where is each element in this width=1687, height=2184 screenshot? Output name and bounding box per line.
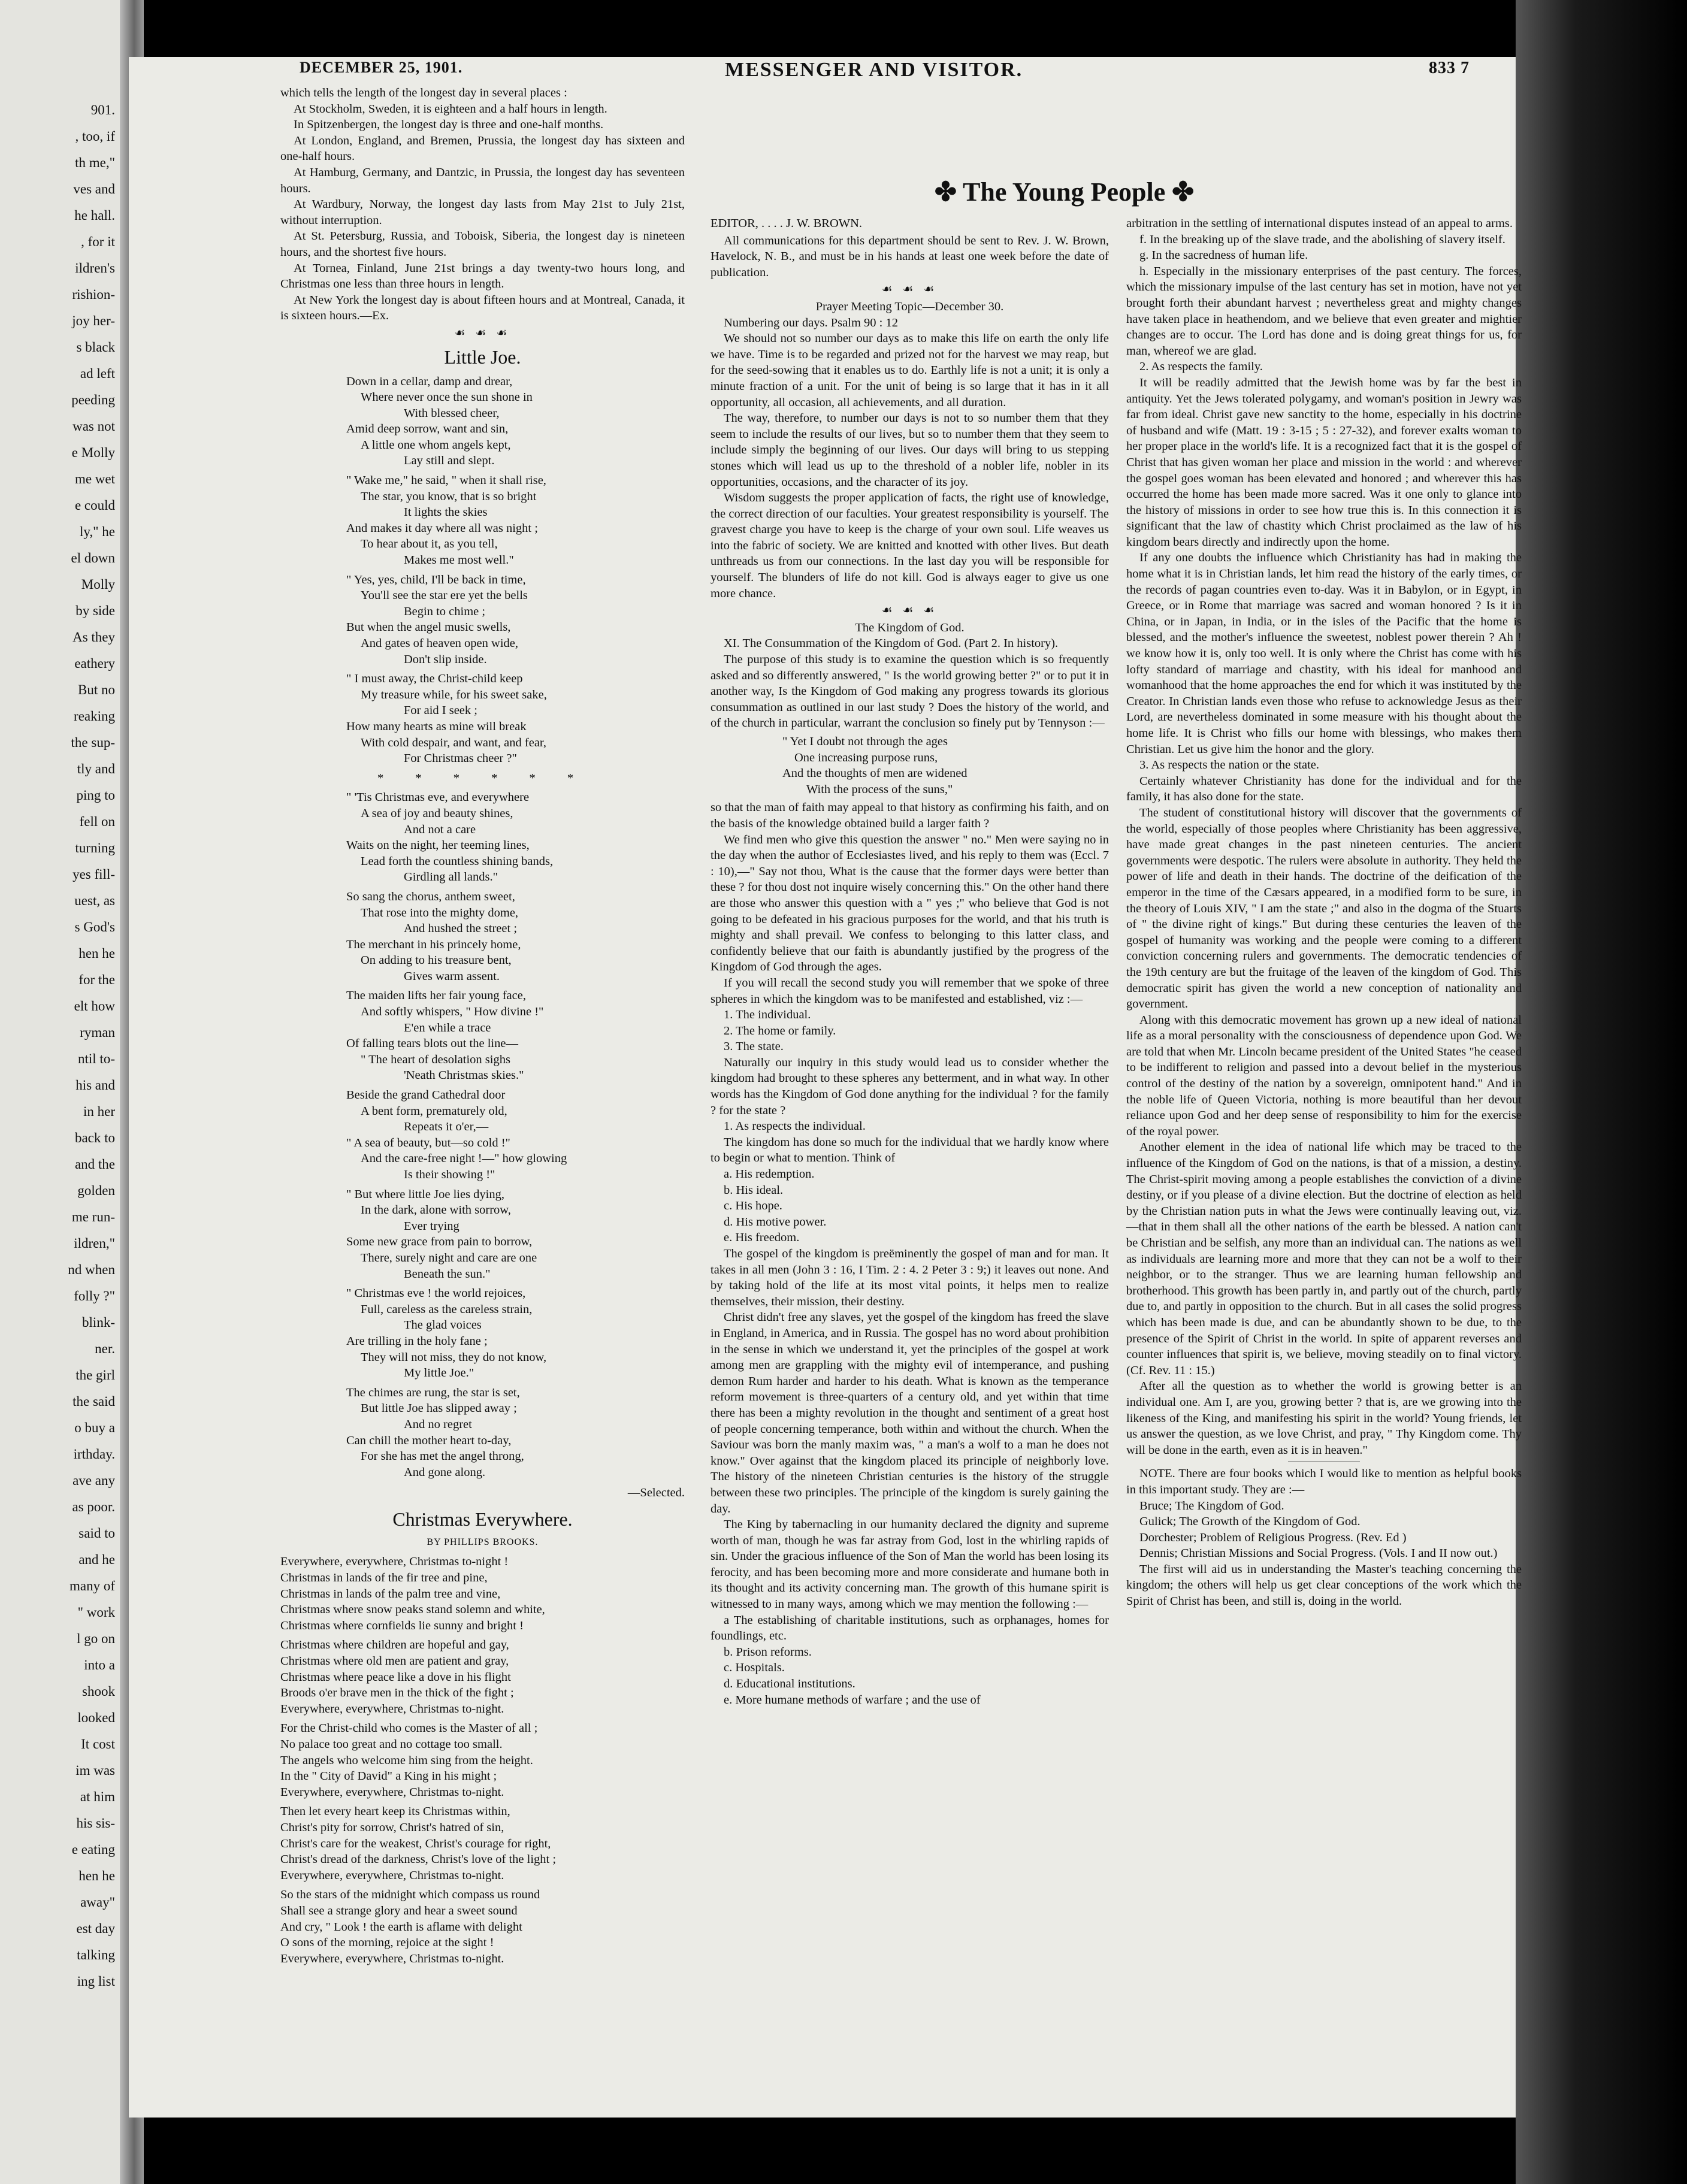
left-fragment-text: golden <box>77 1183 115 1198</box>
left-fragment-text: l go on <box>77 1631 115 1646</box>
paragraph: Wisdom suggests the proper application of facts, the right use of knowledge, the correct direction of our faculties. Your greatest responsibility is yourself. The gravest charge you have to keep is the charge of your own soul. Life weaves us into the fabric of society. We are knitted and knotted with other lives. But death unthreads us from our connections. In the last day you will be responsible for yourself. The blunders of life do not kill. God is always eager to give us one more chance. <box>711 491 1109 600</box>
verse-line: " A sea of beauty, but—so cold !" <box>346 1136 510 1150</box>
verse-line: My treasure while, for his sweet sake, <box>361 688 547 701</box>
left-fragment-text: ildren," <box>74 1236 115 1251</box>
verse-line: Christmas where old men are patient and gray, <box>280 1654 509 1668</box>
paragraph: Along with this democratic movement has grown up a new ideal of national life as a moral personality with the consciousness of dependence upon God. We are told that when Mr. Lincoln became president of the United States "he ceased to be indifferent to religion and passed into a devout belief in the mysterious control of the destiny of the nation by a sovereign, omnipotent hand." And in the noble life of Queen Victoria, nothing is more beautiful than her devout reliance upon God and her deep sense of responsibility to him for the exercise of the royal power. <box>1126 1013 1522 1138</box>
day-length-paragraph: which tells the length of the longest day in several places : <box>280 86 567 99</box>
left-fragment-text: est day <box>76 1921 115 1936</box>
verse-line: For the Christ-child who comes is the Master of all ; <box>280 1722 538 1735</box>
list-item: 2. The home or family. <box>724 1024 836 1037</box>
paragraph: 2. As respects the family. <box>1139 360 1263 374</box>
verse-line: Of falling tears blots out the line— <box>346 1037 518 1051</box>
left-fragment-text: he hall. <box>74 208 115 223</box>
left-fragment-text: ad left <box>80 366 115 381</box>
quote-line: With the process of the suns," <box>806 782 953 796</box>
verse-line: With cold despair, and want, and fear, <box>361 736 547 749</box>
paragraph: so that the man of faith may appeal to that history as confirming his faith, and on the basis of the knowledge obtained build a larger faith ? <box>711 801 1109 830</box>
paragraph: It will be readily admitted that the Jewish home was by far the best in antiquity. Yet the Jews tolerated polygamy, and woman's position in Jewry was far from ideal. Christ gave new sanctity to the home, especially in his doctrine of husband and wife (Matt. 19 : 3-15 ; 5 : 27-32), and forever exalts woman to her proper place in the world's life. It is a recognized fact that it is the gospel of Christ that has given woman her place and mission in the world : and wherever the gospel goes woman has been elevated and honored ; and wherever this has occurred the home has been made more sacred. Was it one only to glance into the history of missions in order to see how true this is. In this connection it is significant that the law of chastity which Christ proclaimed as the law of his kingdom bears directly and indirectly upon the home. <box>1126 376 1522 549</box>
book-item: Gulick; The Growth of the Kingdom of God. <box>1139 1515 1361 1529</box>
left-fragment-text: by side <box>75 603 115 618</box>
left-fragment-text: away" <box>80 1895 115 1910</box>
verse-line: My little Joe." <box>404 1366 474 1380</box>
verse-line: The chimes are rung, the star is set, <box>346 1386 520 1399</box>
verse-line: With blessed cheer, <box>404 406 500 420</box>
verse-line: For Christmas cheer ?" <box>404 752 517 766</box>
left-fragment-text: was not <box>72 419 115 434</box>
left-fragment-text: 901. <box>90 102 115 117</box>
left-fragment-text: e eating <box>71 1842 115 1857</box>
list-item: c. His hope. <box>724 1199 782 1213</box>
left-fragment-text: Molly <box>81 577 115 592</box>
scan-shadow <box>1516 0 1687 2184</box>
verse-line: A bent form, prematurely old, <box>361 1104 507 1118</box>
verse-line: Down in a cellar, damp and drear, <box>346 374 513 388</box>
verse-line: And makes it day where all was night ; <box>346 521 538 535</box>
paper-title: MESSENGER AND VISITOR. <box>725 59 1023 81</box>
left-fragment-text: the said <box>72 1394 115 1409</box>
column-2 <box>711 216 1109 1708</box>
verse-line: On adding to his treasure bent, <box>361 954 512 967</box>
stanza <box>346 671 685 767</box>
page-number: 833 7 <box>1429 59 1470 77</box>
verse-line: Beneath the sun." <box>404 1267 491 1281</box>
left-page-fragment <box>0 0 120 2184</box>
list-item: e. More humane methods of warfare ; and the use of <box>724 1693 981 1707</box>
verse-line: Christmas where cornfields lie sunny and bright ! <box>280 1619 524 1632</box>
left-fragment-text: as poor. <box>72 1499 115 1514</box>
day-length-paragraph: At Tornea, Finland, June 21st brings a day twenty-two hours long, and Christmas one less than three hours in length. <box>280 261 685 291</box>
left-fragment-text: his sis- <box>76 1816 115 1831</box>
left-fragment-text: tly and <box>77 761 115 776</box>
stanza <box>280 1804 685 1883</box>
paragraph: Another element in the idea of national life which may be traced to the influence of the Kingdom of God on the nations, is that of a mission, a destiny. The Christ-spirit moving among a people establishes the conviction of a divine destiny, or if you please of a divine election. But the doctrine of election as held by the Christian nation puts in what the Jews were continually leaving out, viz.—that in them shall all the other nations of the earth be blessed. A nation can't be Christian and be selfish, any more than an individual can. The nations as well as individuals are learning more and more that they can not be a wolf to their neighbor, or to the stranger. Thus we are learning human fellowship and brotherhood. This growth has been partly in, and partly out of the church, partly due to, and partly in opposition to the church. But in all cases the solid progress which has been made is due, and can be abundantly shown to be due, to the presence of the Spirit of Christ in the world. In spite of apparent reverses and counter influences that spirit is, we believe, moving steadily on to final victory. (Cf. Rev. 11 : 15.) <box>1126 1141 1522 1377</box>
left-fragment-text: ave any <box>72 1473 115 1488</box>
paragraph: 1. As respects the individual. <box>724 1120 866 1133</box>
day-length-paragraph: At London, England, and Bremen, Prussia, the longest day has sixteen and one-half hours. <box>280 134 685 164</box>
paragraph: The purpose of this study is to examine the question which is so frequently asked and so differently answered, " Is the world growing better ?" or to put it in another way, Is the Kingdom of God making any progress towards its glorious consummation as outlined in our last study ? Does the history of the world, and of the church in particular, warrant the conclusion so finely put by Tennyson :— <box>711 653 1109 730</box>
left-fragment-text: e Molly <box>71 445 115 460</box>
kingdom-subheading: XI. The Consummation of the Kingdom of God. (Part 2. In history). <box>724 637 1059 651</box>
verse-line: Is their showing !" <box>404 1168 495 1181</box>
paragraph: The King by tabernacling in our humanity declared the dignity and supreme worth of man, though he was far astray from God, lost in the whirling rapids of sin. Under the gracious influence of the Son of Man the world has been losing its ferocity, and has been becoming more and more considerate and humane both in its thought and its activity concerning man. The growth of this humane spirit is witnessed to in many ways, among which we may mention the following :— <box>711 1518 1109 1611</box>
poem-title: Christmas Everywhere. <box>392 1508 573 1530</box>
left-fragment-text: , for it <box>81 234 115 249</box>
verse-line: Everywhere, everywhere, Christmas to-night. <box>280 1952 504 1965</box>
verse-line: E'en while a trace <box>404 1021 491 1034</box>
verse-line: And cry, " Look ! the earth is aflame with delight <box>280 1920 522 1934</box>
verse-line: Some new grace from pain to borrow, <box>346 1235 533 1249</box>
verse-line: Everywhere, everywhere, Christmas to-night. <box>280 1702 504 1716</box>
list-item: f. In the breaking up of the slave trade, and the abolishing of slavery itself. <box>1139 232 1505 246</box>
verse-line: The star, you know, that is so bright <box>361 489 537 503</box>
left-fragment-text: nd when <box>68 1262 115 1277</box>
verse-line: So the stars of the midnight which compass us round <box>280 1888 540 1902</box>
left-fragment-text: yes fill- <box>72 867 115 882</box>
poem-title: Little Joe. <box>444 346 521 368</box>
stanza <box>280 1637 685 1717</box>
left-fragment-text: joy her- <box>72 313 115 328</box>
left-fragment-text: the sup- <box>71 735 115 750</box>
left-fragment-text: ves and <box>73 182 115 196</box>
verse-line: In the dark, alone with sorrow, <box>361 1203 511 1217</box>
list-item: b. Prison reforms. <box>724 1645 812 1659</box>
left-fragment-text: elt how <box>74 999 115 1014</box>
verse-line: There, surely night and care are one <box>361 1251 537 1265</box>
verse-line: And no regret <box>404 1417 472 1431</box>
list-item: 1. The individual. <box>724 1008 811 1022</box>
paragraph: The way, therefore, to number our days is not to so number them that they seem to include the results of our lives, but so to number them that they seem to include simply the beginning of our lives. Our days will bring to us stepping stones which will lead us up to the threshold of a nobler life, nobler in its opportunities, occasions, and the character of its joy. <box>711 412 1109 489</box>
left-fragment-text: me wet <box>74 471 115 486</box>
list-item: h. Especially in the missionary enterprises of the past century. The forces, which the missionary impulse of the last century has set in motion, have not yet brought forth their abundant harvest ; nevertheless great and mighty changes have taken place in heathendom, and we believe that even greater and mightier changes are to occur. The Lord has done and is doing great things for us, for man, whereof we are glad. <box>1126 264 1522 358</box>
verse-line: Ever trying <box>404 1219 459 1233</box>
left-fragment-text: e could <box>74 498 115 513</box>
left-fragment-text: irthday. <box>73 1447 115 1462</box>
verse-line: In the " City of David" a King in his might ; <box>280 1769 497 1783</box>
verse-line: And not a care <box>404 822 476 836</box>
verse-line: They will not miss, they do not know, <box>361 1350 547 1364</box>
verse-line: Beside the grand Cathedral door <box>346 1088 506 1102</box>
day-length-paragraph: At New York the longest day is about fifteen hours and at Montreal, Canada, it is sixteen hours.—Ex. <box>280 293 685 323</box>
left-fragment-text: in her <box>83 1104 115 1119</box>
verse-line: " But where little Joe lies dying, <box>346 1187 505 1201</box>
left-fragment-text: folly ?" <box>74 1288 115 1303</box>
verse-line: For aid I seek ; <box>404 704 477 718</box>
left-fragment-text: ildren's <box>75 261 115 276</box>
list-item: g. In the sacredness of human life. <box>1139 249 1308 262</box>
verse-line: O sons of the morning, rejoice at the sight ! <box>280 1936 494 1950</box>
verse-line: You'll see the star ere yet the bells <box>361 589 528 603</box>
left-fragment-text: o buy a <box>74 1420 115 1435</box>
byline: BY PHILLIPS BROOKS. <box>427 1536 539 1547</box>
left-fragment-text: s black <box>76 340 115 355</box>
book-item: Bruce; The Kingdom of God. <box>1139 1499 1284 1513</box>
verse-line: Broods o'er brave men in the thick of the fight ; <box>280 1686 514 1700</box>
stanza <box>346 1385 685 1481</box>
verse-line: And hushed the street ; <box>404 922 518 936</box>
left-fragment-text: ing list <box>77 1974 115 1989</box>
verse-line: Everywhere, everywhere, Christmas to-night. <box>280 1785 504 1799</box>
verse-line: Christmas in lands of the palm tree and vine, <box>280 1587 501 1601</box>
left-fragment-text: looked <box>77 1710 115 1725</box>
verse-line: Full, careless as the careless strain, <box>361 1302 533 1316</box>
stanza <box>346 988 685 1084</box>
paragraph: After all the question as to whether the world is growing better is an individual one. Am I, are you, growing better ? that is, are we growing into the likeness of the King, and manifesting his spirit in the world? Young friends, let us answer the question, as we love Christ, and pray, " Thy Kingdom come. Thy will be done in the earth, even as it is in heaven." <box>1126 1380 1522 1457</box>
ornament: ☙ ☙ ☙ <box>881 604 938 618</box>
quote-line: " Yet I doubt not through the ages <box>782 735 948 748</box>
left-fragment-text: shook <box>82 1684 115 1699</box>
verse-line: And the care-free night !—" how glowing <box>361 1152 567 1166</box>
stanza <box>346 572 685 668</box>
quote-line: One increasing purpose runs, <box>794 751 938 764</box>
column-3 <box>1126 216 1522 1610</box>
paragraph: We find men who give this question the answer " no." Men were saying no in the day when the author of Ecclesiastes lived, and his reply to them was (Eccl. 7 : 10),—" Say not thou, What is the cause that the former days were better than these ? for thou dost not inquire wisely concerning this." On the other hand there are those who answer this question with a " yes ;" who believe that God is not going to be defeated in his gracious purposes for the world, and that his truth is mighty and shall prevail. We confess to belonging to this latter class, and confidently believe that our faith is abundantly justified by the progress of the Kingdom of God through the ages. <box>711 833 1109 974</box>
left-fragment-text: blink- <box>82 1315 115 1330</box>
left-fragment-text: But no <box>78 682 115 697</box>
left-fragment-text: im was <box>75 1763 115 1778</box>
verse-line: Repeats it o'er,— <box>404 1120 489 1134</box>
paragraph: arbitration in the settling of international disputes instead of an appeal to arms. <box>1126 217 1513 230</box>
verse-line: But when the angel music swells, <box>346 621 511 634</box>
verse-line: Don't slip inside. <box>404 652 487 666</box>
issue-date: DECEMBER 25, 1901. <box>300 59 463 76</box>
left-fragment-text: el down <box>71 550 115 565</box>
paragraph: The student of constitutional history will discover that the governments of the world, especially of those peoples where Christianity has been aggressive, have made great changes in the past nineteen centuries. The ancient governments were despotic. The rulers were absolute in authority. They held the power of life and death in their hands. The doctrine of the deification of the emperor in the time of the Cæsars appeared, in a modified form to be sure, in the theory of Louis XIV, " I am the state ;" and also in the dogma of the Stuarts of " the divine right of kings." But during these centuries the leaven of the gospel of humanity was working and the people were coming to a different conviction concerning rulers and governments. The democratic tendencies of the 19th century are but the fruitage of the leaven of the kingdom of God. This democratic spirit has given the world a new conception of nationality and government. <box>1126 806 1522 1011</box>
book-item: Dorchester; Problem of Religious Progress. (Rev. Ed ) <box>1139 1530 1407 1544</box>
verse-line: Lay still and slept. <box>404 454 495 468</box>
left-fragment-text: ntil to- <box>78 1051 115 1066</box>
paragraph: We should not so number our days as to make this life on earth the only life we have. Time is to be regarded and prized not for the harvest we may reap, but for the seed-sowing that it enables us to do. Earthly life is not a unit; it is only a minute fraction of a unit. For the unit of being is so large that it has in it all opportunity, all occasion, all achievements, and all duration. <box>711 332 1109 409</box>
day-length-paragraph: At Hamburg, Germany, and Dantzic, in Prussia, the longest day has seventeen hours. <box>280 165 685 195</box>
left-fragment-text: me run- <box>71 1209 115 1224</box>
left-fragment-text: said to <box>78 1526 115 1541</box>
left-fragment-text: , too, if <box>75 129 115 144</box>
stanza <box>346 374 685 470</box>
left-fragment-text: peeding <box>71 392 115 407</box>
verse-line: A little one whom angels kept, <box>361 438 511 452</box>
verse-line: " Wake me," he said, " when it shall rise, <box>346 474 546 488</box>
verse-line: The maiden lifts her fair young face, <box>346 989 526 1003</box>
day-length-paragraph: At Wardbury, Norway, the longest day lasts from May 21st to July 21st, without interruption. <box>280 198 685 227</box>
paragraph: The gospel of the kingdom is preëminently the gospel of man and for man. It takes in all men (John 3 : 16, I Tim. 2 : 4. 2 Peter 3 : 9;) it leaves out none. And by taking hold of the life at its most vital points, it helps men to realize themselves, their mission, their destiny. <box>711 1247 1109 1308</box>
stanza <box>346 1187 685 1282</box>
verse-line: Christ's dread of the darkness, Christ's love of the light ; <box>280 1853 557 1867</box>
topic-heading: Prayer Meeting Topic—December 30. <box>815 300 1004 313</box>
book-item: Dennis; Christian Missions and Social Progress. (Vols. I and II now out.) <box>1139 1547 1498 1560</box>
verse-line: Are trilling in the holy fane ; <box>346 1334 488 1348</box>
verse-line: Christmas where peace like a dove in his flight <box>280 1670 511 1684</box>
verse-line: 'Neath Christmas skies." <box>404 1069 524 1082</box>
list-item: e. His freedom. <box>724 1231 800 1245</box>
stanza <box>346 1285 685 1381</box>
left-fragment-text: at him <box>80 1789 115 1804</box>
verse-line: " 'Tis Christmas eve, and everywhere <box>346 791 530 804</box>
left-fragment-text: reaking <box>74 709 115 724</box>
left-fragment-text: uest, as <box>74 893 115 908</box>
left-fragment-text: the girl <box>75 1368 115 1383</box>
left-fragment-text: th me," <box>75 155 115 170</box>
verse-line: Makes me most well." <box>404 553 514 567</box>
stanza <box>346 473 685 568</box>
left-fragment-text: hen he <box>78 1868 115 1883</box>
paragraph: Naturally our inquiry in this study would lead us to consider whether the kingdom had brought to these spheres any betterment, and in what way. In other words has the Kingdom of God done anything for the individual ? for the family ? for the state ? <box>711 1055 1109 1117</box>
verse-ref: Numbering our days. Psalm 90 : 12 <box>724 316 898 329</box>
verse-line: Christ's pity for sorrow, Christ's hatred of sin, <box>280 1820 504 1834</box>
left-fragment-text: hen he <box>78 946 115 961</box>
verse-line: A sea of joy and beauty shines, <box>361 806 513 820</box>
left-fragment-text: his and <box>75 1078 115 1093</box>
verse-line: The merchant in his princely home, <box>346 937 521 951</box>
verse-line: So sang the chorus, anthem sweet, <box>346 890 515 903</box>
day-length-paragraph: At Stockholm, Sweden, it is eighteen and a half hours in length. <box>294 102 607 116</box>
left-fragment-text: ping to <box>76 788 115 803</box>
verse-line: And gates of heaven open wide, <box>361 637 518 650</box>
verse-line: For she has met the angel throng, <box>361 1450 524 1463</box>
ornament: ☙ ☙ ☙ <box>881 283 938 297</box>
verse-line: Everywhere, everywhere, Christmas to-night ! <box>280 1555 509 1569</box>
left-fragment-text: As they <box>72 630 115 645</box>
verse-line: And softly whispers, " How divine !" <box>361 1005 544 1019</box>
list-item: 3. The state. <box>724 1040 784 1054</box>
left-fragment-text: ly," he <box>80 524 115 539</box>
verse-line: The glad voices <box>404 1318 482 1332</box>
verse-line: Gives warm assent. <box>404 969 500 983</box>
verse-line: " The heart of desolation sighs <box>361 1052 510 1066</box>
left-fragment-text: turning <box>75 840 115 855</box>
left-fragment-text: ner. <box>95 1341 115 1356</box>
left-fragment-text: into a <box>84 1657 115 1672</box>
kingdom-heading: The Kingdom of God. <box>855 621 965 634</box>
verse-line: " Christmas eve ! the world rejoices, <box>346 1287 526 1300</box>
verse-line: It lights the skies <box>404 506 488 519</box>
verse-line: Girdling all lands." <box>404 870 498 884</box>
stanza <box>280 1720 685 1800</box>
verse-line: But little Joe has slipped away ; <box>361 1402 517 1415</box>
left-fragment-text: back to <box>74 1130 115 1145</box>
day-length-paragraph: In Spitzenbergen, the longest day is three and one-half months. <box>294 118 604 132</box>
left-fragment-text: for the <box>78 972 115 987</box>
left-fragment-text: ryman <box>80 1025 115 1040</box>
left-fragment-text: and the <box>74 1157 115 1172</box>
verse-line: Christmas where children are hopeful and gay, <box>280 1638 509 1652</box>
stanza <box>346 789 685 885</box>
day-length-paragraph: At St. Petersburg, Russia, and Toboisk, Siberia, the longest day is nineteen hours, and the shortest five hours. <box>280 229 685 259</box>
stanza <box>280 1887 685 1967</box>
verse-line: Shall see a strange glory and hear a sweet sound <box>280 1904 518 1917</box>
paragraph: Certainly whatever Christianity has done for the individual and for the family, it has also done for the state. <box>1126 774 1522 804</box>
credit: —Selected. <box>627 1486 685 1500</box>
list-item: d. Educational institutions. <box>724 1677 855 1691</box>
left-fragment-text: rishion- <box>72 287 115 302</box>
verse-line: Everywhere, everywhere, Christmas to-night. <box>280 1868 504 1882</box>
paragraph: If any one doubts the influence which Christianity has had in making the home what it is in Christian lands, let him read the history of the early times, or the records of pagan countries even to-day. Was it in Babylon, or in Egypt, in Greece, or in Rome that marriage was sacred and woman honored ? Is it in China, or in Japan, in India, or in the isles of the Pacific that the home is blessed, and the mother's influence the sweetest, noblest power therein ? Ah ! we know how it is, only too well. It is only where the Christ has come with his lofty standard of marriage and chastity, with his ideal for manhood and womanhood that the home approaches the end for which it was instituted by the Creator. In Christian lands even those who refuse to acknowledge Jesus as their Lord, are nevertheless dominated in some measure with his thought about the home life. It is Christ who fills our home with blessings, who makes them Christian. Let us give him the honor and the glory. <box>1126 551 1522 756</box>
editor-line: EDITOR, . . . . J. W. BROWN. <box>711 217 863 230</box>
verse-line: " I must away, the Christ-child keep <box>346 672 523 686</box>
list-item: c. Hospitals. <box>724 1661 785 1675</box>
notice: All communications for this department should be sent to Rev. J. W. Brown, Havelock, N. B., and must be in his hands at least one week before the date of publication. <box>711 234 1109 279</box>
left-fragment-text: and he <box>78 1552 115 1567</box>
stanza <box>280 1554 685 1634</box>
verse-line: To hear about it, as you tell, <box>361 537 498 551</box>
verse-line: Begin to chime ; <box>404 604 486 618</box>
verse-line: Christmas in lands of the fir tree and pine, <box>280 1571 488 1585</box>
verse-line: Then let every heart keep its Christmas within, <box>280 1805 510 1819</box>
column-1 <box>280 85 685 1970</box>
paragraph: If you will recall the second study you will remember that we spoke of three spheres in which the kingdom was to be manifested and established, viz :— <box>711 976 1109 1006</box>
verse-line: That rose into the mighty dome, <box>361 906 519 919</box>
list-item: a. His redemption. <box>724 1167 815 1181</box>
list-item: d. His motive power. <box>724 1215 827 1229</box>
paragraph: 3. As respects the nation or the state. <box>1139 758 1320 772</box>
note: NOTE. There are four books which I would like to mention as helpful books in this important study. They are :— <box>1126 1467 1522 1496</box>
verse-line: Waits on the night, her teeming lines, <box>346 839 530 852</box>
ornament: ☙ ☙ ☙ <box>454 326 511 340</box>
left-fragment-text: " work <box>77 1605 115 1620</box>
quote <box>782 734 1109 797</box>
paragraph: The kingdom has done so much for the individual that we hardly know where to begin or what to mention. Think of <box>711 1135 1109 1165</box>
stanza <box>346 889 685 985</box>
verse-line: Christmas where snow peaks stand solemn and white, <box>280 1603 545 1617</box>
verse-line: And gone along. <box>404 1465 486 1479</box>
verse-line: The angels who welcome him sing from the height. <box>280 1753 533 1767</box>
list-item: a The establishing of charitable institutions, such as orphanages, homes for foundlings, etc. <box>711 1613 1109 1643</box>
quote-line: And the thoughts of men are widened <box>782 767 968 781</box>
stars-divider: * * * * * * <box>377 771 588 785</box>
verse-line: No palace too great and no cottage too small. <box>280 1738 503 1751</box>
left-fragment-text: fell on <box>79 814 115 829</box>
verse-line: Can chill the mother heart to-day, <box>346 1433 512 1447</box>
verse-line: Lead forth the countless shining bands, <box>361 854 554 868</box>
stanza <box>346 1087 685 1183</box>
left-fragment-text: It cost <box>81 1737 115 1752</box>
verse-line: Christ's care for the weakest, Christ's courage for right, <box>280 1837 551 1850</box>
left-fragment-text: many of <box>69 1578 115 1593</box>
verse-line: Where never once the sun shone in <box>361 391 533 404</box>
verse-line: How many hearts as mine will break <box>346 719 527 733</box>
paragraph: The first will aid us in understanding the Master's teaching concerning the kingdom; the others will help us get clear conceptions of the work which the Spirit of Christ has been, and still is, doing in the world. <box>1126 1562 1522 1608</box>
list-item: b. His ideal. <box>724 1183 784 1197</box>
verse-line: Amid deep sorrow, want and sin, <box>346 422 509 436</box>
paragraph: Christ didn't free any slaves, yet the gospel of the kingdom has freed the slave in England, in America, and in Russia. The gospel has no word about prohibition in the sense in which we understand it, yet the principles of the gospel at work among men are grappling with the mighty evil of intemperance, and pushing demon Rum harder and harder to his death. What is known as the temperance reform movement is three-quarters of a century old, and yet within that time there has been a mighty revolution in the thought and sentiment of a great host of people concerning temperance, both within and without the church. When the Saviour was born the manly maxim was, " a man's a wolf to a man he does not know." Over against that the kingdom placed its principle of neighborly love. The history of the nineteen Christian centuries is the history of the struggle between these two principles. The principle of the kingdom is surely gaining the day. <box>711 1311 1109 1516</box>
left-fragment-text: s God's <box>74 919 115 934</box>
left-fragment-text: talking <box>77 1947 115 1962</box>
section-title: ✤ The Young People ✤ <box>935 177 1195 207</box>
verse-line: " Yes, yes, child, I'll be back in time, <box>346 573 526 586</box>
left-fragment-text: eathery <box>74 656 115 671</box>
